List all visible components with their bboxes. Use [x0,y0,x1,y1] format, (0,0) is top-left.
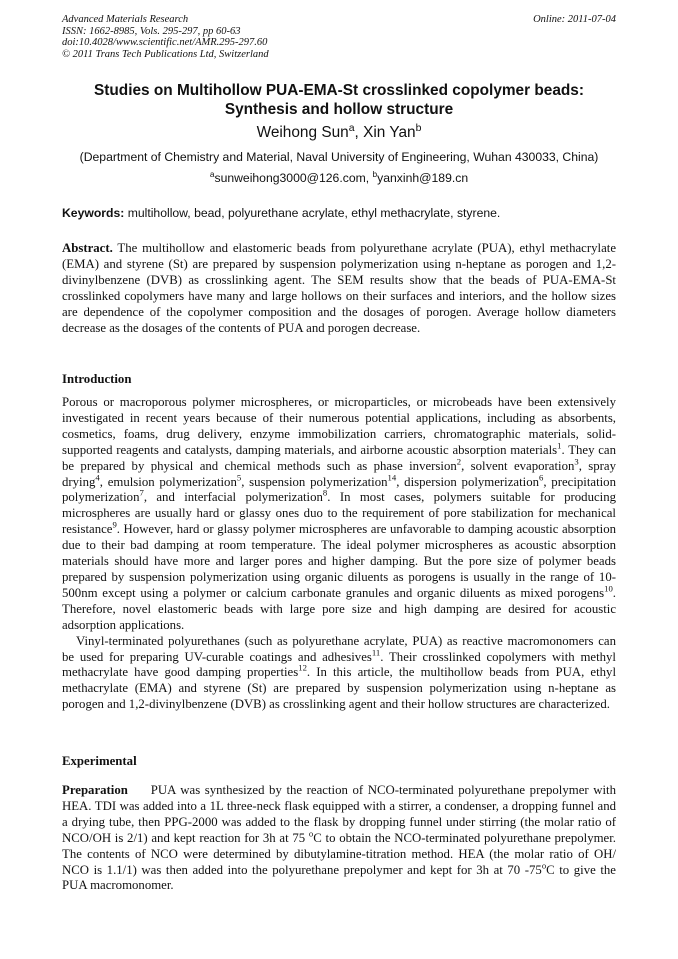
citation-ref: 8 [322,488,328,499]
email-separator: , [365,171,373,185]
keywords-text: multihollow, bead, polyurethane acrylate, ethyl methacrylate, styrene. [124,206,501,220]
paragraph-text: . They can be prepared by physical and chemical methods such as phase inversion [62,442,616,473]
paragraph-text: . However, hard or glassy polymer microspheres are unfavorable to damping acoustic absorption due to their bad damping at room temperature. The ideal polymer microspheres as acoustic absorption materials should have more and larger pores and higher damping. But the pore size of polymer beads prepared by suspension polymerization using organic diluents as porogens is usually in the range of 10-500nm except using a polymer or calcium carbonate granules and organic diluents as mixed porogens [62,522,616,600]
title-line-1: Studies on Multihollow PUA-EMA-St crosslinked copolymer beads: [94,82,584,99]
paragraph-text: Vinyl-terminated polyurethanes (such as polyurethane acrylate, PUA) as reactive macromonomers can be used for preparing UV-curable coatings and adhesives [62,633,616,664]
journal-name: Advanced Materials Research [62,14,189,25]
affiliation: (Department of Chemistry and Material, Naval University of Engineering, Wuhan 430033, China) [79,150,599,164]
title-line-2: Synthesis and hollow structure [224,101,454,118]
paragraph-text: . Their crosslinked copolymers with methyl methacrylate have good damping properties [62,649,616,680]
online-date: Online: 2011-07-04 [533,14,616,25]
author-separator: , [354,124,364,141]
introduction-body [62,395,616,713]
abstract-text: The multihollow and elastomeric beads from polyurethane acrylate (PUA), ethyl methacrylate (EMA) and styrene (St) are prepared by suspension polymerization using n-heptane as porogen and 1,2-divinylbenzene (DVB) as crosslinking agent. The SEM results show that the beads of PUA-EMA-St crosslinked copolymers have many and large hollows on their surfaces and interiors, and the hollow sizes are dependence of the copolymer composition and the dosages of porogen. Average hollow diameters decrease as the dosages of the contents of PUA and porogen decrease. [62,241,616,335]
journal-doi: doi:10.4028/www.scientific.net/AMR.295-297.60 [62,37,268,49]
section-heading-introduction: Introduction [62,372,132,386]
paper-title [62,81,616,119]
journal-header [62,14,616,60]
keywords-label: Keywords: [62,206,125,220]
paragraph [62,395,616,634]
paragraph-text: . In this article, the multihollow beads from PUA, ethyl methacrylate (EMA) and styrene (St) are prepared by suspension polymerization using n-heptane as porogen and 1,2-divinylbenzene (DVB) as crosslinking agent and their hollow structures are characterized. [62,665,617,712]
paragraph-text: Porous or macroporous polymer microspheres, or microparticles, or microbeads have been extensively investigated in recent years because of their numerous potential applications, including as absorbents, cosmetics, foams, drug delivery, enzyme immobilization carriers, chromatographic materials, solid-supported reagents and catalysts, damping materials, and airborne acoustic absorption materials [62,395,616,457]
paragraph [62,634,616,714]
author-affil-mark: b [415,122,422,134]
citation-ref: 6 [539,472,544,483]
keywords [62,205,616,221]
citation-ref: 9 [112,519,117,530]
email-mark: a [209,168,215,179]
journal-issn: ISSN: 1662-8985, Vols. 295-297, pp 60-63 [62,25,241,37]
paragraph-text: , spray drying [62,458,616,489]
author-affil-mark: a [348,122,355,134]
paragraph-text: , and interfacial polymerization [143,490,323,505]
paragraph-text: , dispersion polymerization [396,474,540,489]
paragraph-text: , suspension polymerization [241,474,388,489]
paragraph-text: C to give the PUA macromonomer. [62,862,616,893]
paragraph-text: . Therefore, novel elastomeric beads with large pore size and high damping are desired for acoustic adsorption applications. [62,585,616,632]
citation-ref: 10 [604,583,613,594]
degree-mark: o [308,828,314,839]
paragraph-text: PUA was synthesized by the reaction of NCO-terminated polyurethane prepolymer with HEA. TDI was added into a 1L three-neck flask equipped with a stirrer, a condenser, a dropping funnel and a drying tube, then PPG-2000 was added to the flask by dropping funnel under stirring (the molar ratio of NCO/OH is 2/1) and kept reaction for 3h at 75 [62,783,620,845]
abstract-label: Abstract. [62,241,113,255]
section-heading-experimental: Experimental [62,754,137,768]
citation-ref: 5 [236,472,242,483]
citation-ref: 12 [298,663,307,674]
author-name: Weihong Sun [256,124,349,141]
citation-ref: 1 [557,440,562,451]
experimental-preparation [62,783,620,894]
author-list [62,123,616,142]
paragraph-text: C to obtain the NCO-terminated polyurethane prepolymer. The contents of NCO were determined by dibutylamine-titration method. HEA (the molar ratio of OH/ NCO is 1.1/1) was then added into the polyurethane prepolymer and kept for 3h at 70 -75 [62,830,616,877]
citation-ref: 4 [95,472,100,483]
paragraph-text: , emulsion polymerization [99,474,237,489]
paragraph-text: . In most cases, polymers suitable for producing microspheres are usually hard or glassy ones duo to the requirement of pore stabilization for mechanical resistance [62,490,617,537]
citation-ref: 14 [387,472,397,483]
citation-ref: 2 [456,456,462,467]
author-emails [62,170,616,186]
email-link[interactable]: yanxinh@189.cn [377,171,469,185]
preparation-label: Preparation [62,783,128,797]
email-mark: b [372,168,378,179]
author-name: Xin Yan [363,124,416,141]
citation-ref: 7 [139,488,144,499]
paragraph-text: , solvent evaporation [461,458,575,473]
paragraph-text: , precipitation polymerization [62,474,616,505]
abstract [62,241,616,336]
citation-ref: 11 [371,647,381,658]
citation-ref: 3 [574,456,579,467]
degree-mark: o [541,860,547,871]
journal-copyright: © 2011 Trans Tech Publications Ltd, Switzerland [62,48,269,60]
email-link[interactable]: sunweihong3000@126.com [214,171,366,185]
